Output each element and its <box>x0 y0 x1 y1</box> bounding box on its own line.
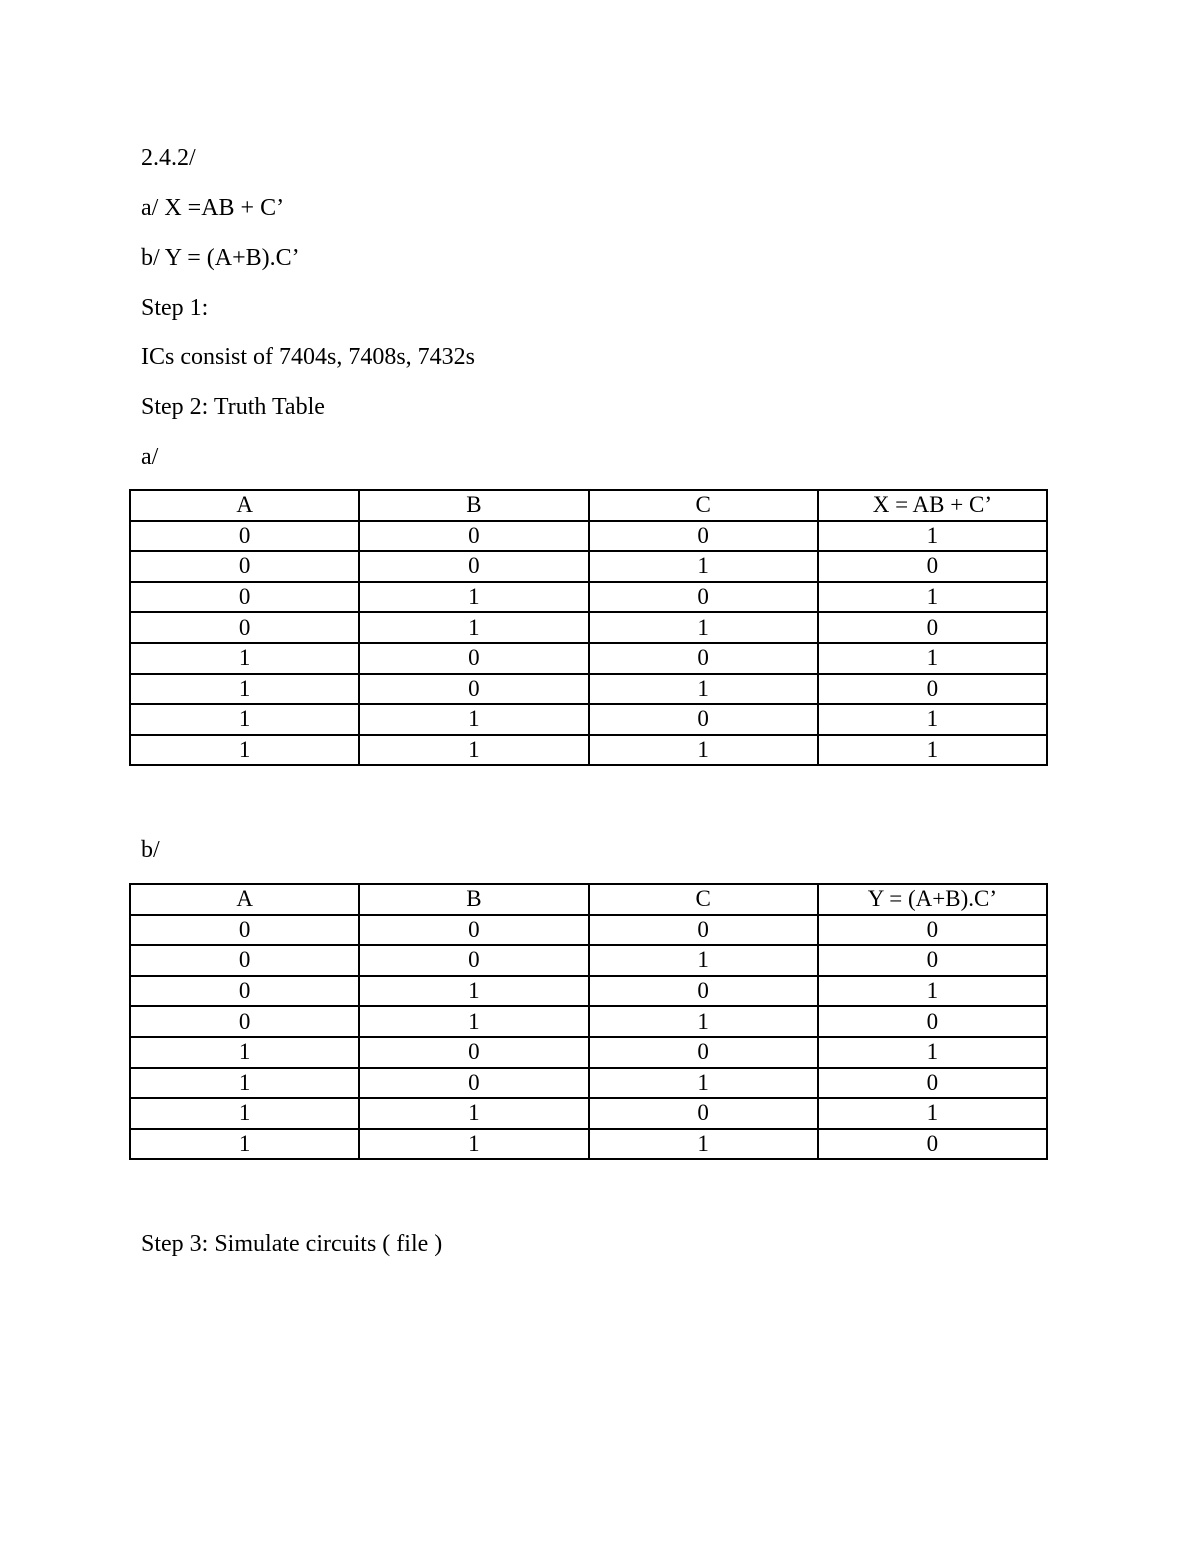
table-cell: 1 <box>130 704 359 735</box>
step1-text: ICs consist of 7404s, 7408s, 7432s <box>141 344 476 370</box>
table-cell: 0 <box>589 704 818 735</box>
table-cell: 0 <box>589 643 818 674</box>
table-a-label: a/ <box>141 444 159 470</box>
table-cell: 0 <box>818 915 1047 946</box>
table-cell: 1 <box>359 735 588 766</box>
table-cell: 0 <box>130 551 359 582</box>
table-row <box>130 1037 1047 1068</box>
table-row <box>130 704 1047 735</box>
table-cell: 0 <box>589 976 818 1007</box>
table-header-row <box>130 490 1047 521</box>
table-cell: 1 <box>818 521 1047 552</box>
table-cell: 1 <box>589 1068 818 1099</box>
table-row <box>130 976 1047 1007</box>
table-cell: 1 <box>818 735 1047 766</box>
table-cell: 0 <box>818 612 1047 643</box>
column-header: X = AB + C’ <box>818 490 1047 521</box>
table-row <box>130 735 1047 766</box>
table-cell: 1 <box>589 1129 818 1160</box>
table-cell: 1 <box>359 1129 588 1160</box>
table-cell: 1 <box>130 1068 359 1099</box>
table-cell: 0 <box>818 1068 1047 1099</box>
table-cell: 1 <box>818 976 1047 1007</box>
table-row <box>130 643 1047 674</box>
column-header: B <box>359 490 588 521</box>
table-cell: 0 <box>359 643 588 674</box>
table-cell: 0 <box>359 1037 588 1068</box>
table-cell: 1 <box>818 1098 1047 1129</box>
column-header: Y = (A+B).C’ <box>818 884 1047 915</box>
table-header-row <box>130 884 1047 915</box>
table-row <box>130 1129 1047 1160</box>
truth-table-b-body <box>130 884 1047 1159</box>
table-cell: 0 <box>818 945 1047 976</box>
table-cell: 1 <box>359 582 588 613</box>
table-cell: 0 <box>130 1006 359 1037</box>
table-cell: 0 <box>130 612 359 643</box>
table-row <box>130 582 1047 613</box>
truth-table-a-body <box>130 490 1047 765</box>
table-cell: 0 <box>130 915 359 946</box>
table-cell: 1 <box>589 674 818 705</box>
table-cell: 0 <box>130 945 359 976</box>
table-cell: 1 <box>589 945 818 976</box>
table-cell: 1 <box>818 704 1047 735</box>
column-header: A <box>130 884 359 915</box>
truth-table-a <box>129 489 1048 766</box>
table-cell: 1 <box>130 674 359 705</box>
step1-title: Step 1: <box>141 295 209 321</box>
table-b-label: b/ <box>141 837 160 863</box>
table-cell: 0 <box>359 1068 588 1099</box>
step2-title: Step 2: Truth Table <box>141 394 325 420</box>
table-cell: 0 <box>130 582 359 613</box>
expression-b: b/ Y = (A+B).C’ <box>141 245 300 271</box>
table-row <box>130 915 1047 946</box>
table-cell: 0 <box>818 674 1047 705</box>
table-row <box>130 521 1047 552</box>
table-cell: 1 <box>359 1006 588 1037</box>
table-cell: 1 <box>589 1006 818 1037</box>
table-cell: 0 <box>589 915 818 946</box>
table-cell: 1 <box>359 976 588 1007</box>
table-cell: 1 <box>818 643 1047 674</box>
table-cell: 0 <box>359 915 588 946</box>
section-heading: 2.4.2/ <box>141 145 196 171</box>
table-row <box>130 551 1047 582</box>
table-cell: 1 <box>589 551 818 582</box>
table-row <box>130 674 1047 705</box>
column-header: C <box>589 884 818 915</box>
table-cell: 0 <box>589 582 818 613</box>
table-row <box>130 1006 1047 1037</box>
column-header: A <box>130 490 359 521</box>
table-cell: 0 <box>818 1006 1047 1037</box>
table-cell: 0 <box>589 1098 818 1129</box>
table-row <box>130 612 1047 643</box>
table-cell: 0 <box>359 945 588 976</box>
table-cell: 1 <box>359 704 588 735</box>
table-cell: 0 <box>359 521 588 552</box>
table-cell: 1 <box>589 735 818 766</box>
table-cell: 0 <box>818 551 1047 582</box>
table-cell: 1 <box>818 1037 1047 1068</box>
table-cell: 0 <box>359 674 588 705</box>
table-cell: 0 <box>359 551 588 582</box>
table-cell: 0 <box>130 976 359 1007</box>
column-header: C <box>589 490 818 521</box>
table-cell: 0 <box>130 521 359 552</box>
expression-a: a/ X =AB + C’ <box>141 195 285 221</box>
table-cell: 1 <box>130 1129 359 1160</box>
table-cell: 0 <box>589 1037 818 1068</box>
table-cell: 1 <box>359 1098 588 1129</box>
step3-text: Step 3: Simulate circuits ( file ) <box>141 1231 443 1257</box>
table-cell: 1 <box>130 735 359 766</box>
table-cell: 1 <box>589 612 818 643</box>
table-cell: 1 <box>130 1098 359 1129</box>
table-cell: 0 <box>818 1129 1047 1160</box>
table-row <box>130 945 1047 976</box>
table-row <box>130 1098 1047 1129</box>
column-header: B <box>359 884 588 915</box>
table-cell: 1 <box>130 1037 359 1068</box>
truth-table-b <box>129 883 1048 1160</box>
table-cell: 1 <box>818 582 1047 613</box>
table-cell: 1 <box>130 643 359 674</box>
table-cell: 0 <box>589 521 818 552</box>
table-cell: 1 <box>359 612 588 643</box>
table-row <box>130 1068 1047 1099</box>
